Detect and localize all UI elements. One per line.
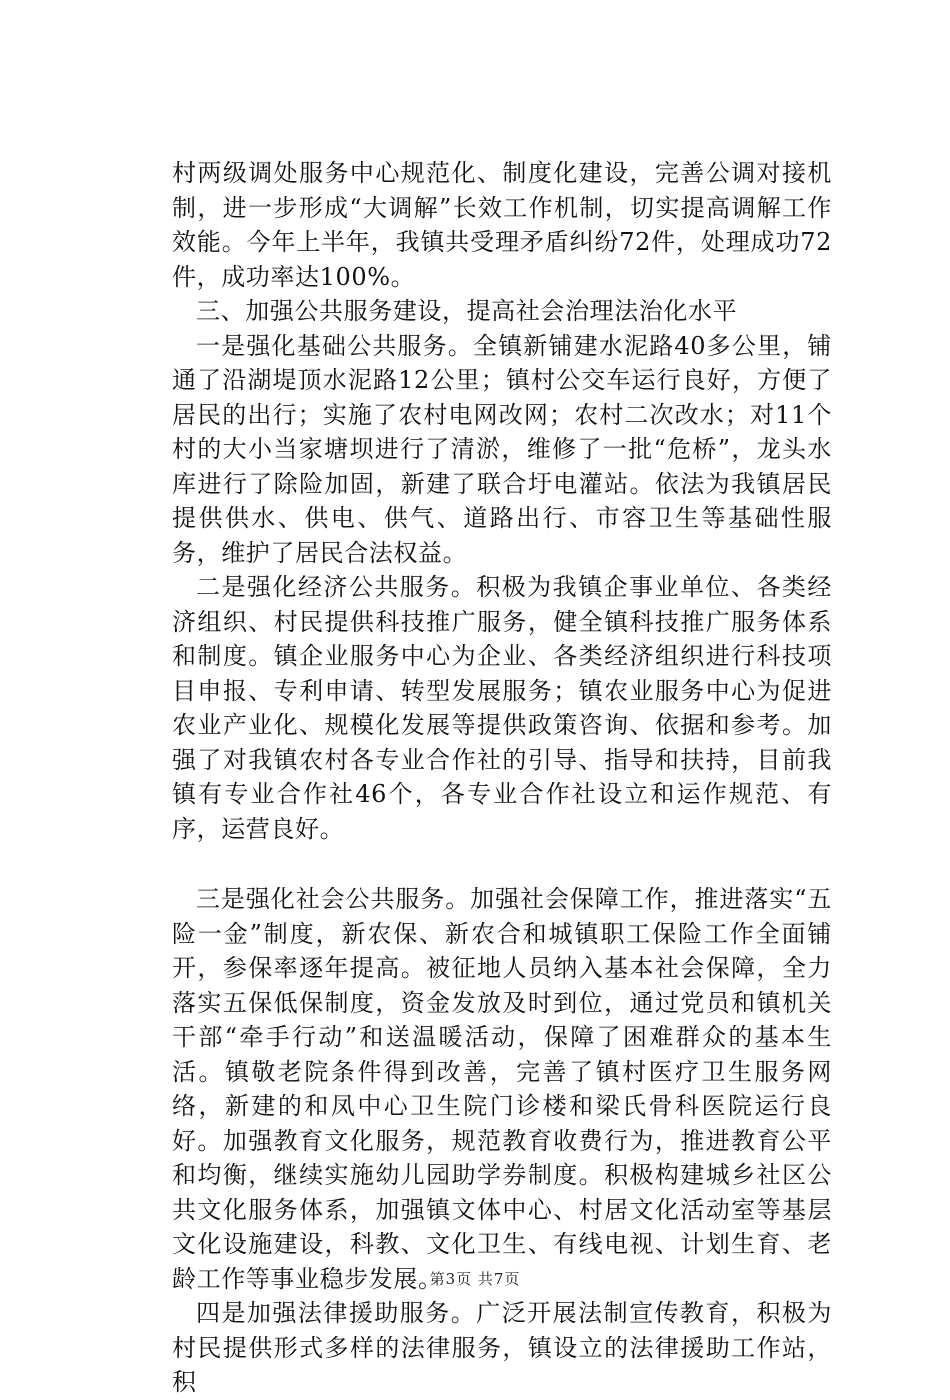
paragraph-legal-aid-services: 四是加强法律援助服务。广泛开展法制宣传教育，积极为村民提供形式多样的法律服务，镇设立的法律援助工作站，积 [172, 1299, 832, 1396]
paragraph-basic-public-services: 一是强化基础公共服务。全镇新铺建水泥路40多公里，铺通了沿湖堤顶水泥路12公里；镇村公交车运行良好，方便了居民的出行；实施了农村电网改网；农村二次改水；对11个村的大小当家塘坝进行了清淤，维修了一批“危桥”，龙头水库进行了除险加固，新建了联合圩电灌站。依法为我镇居民提供供水、供电、供气、道路出行、市容卫生等基础性服务，维护了居民合法权益。 [172, 331, 832, 567]
paragraph-social-public-services: 三是强化社会公共服务。加强社会保障工作，推进落实“五险一金”制度，新农保、新农合和城镇职工保险工作全面铺开，参保率逐年提高。被征地人员纳入基本社会保障，全力落实五保低保制度，资金发放及时到位，通过党员和镇机关干部“牵手行动”和送温暖活动，保障了困难群众的基本生活。镇敬老院条件得到改善，完善了镇村医疗卫生服务网络，新建的和凤中心卫生院门诊楼和梁氏骨科医院运行良好。加强教育文化服务，规范教育收费行为，推进教育公平和均衡，继续实施幼儿园助学券制度。积极构建城乡社区公共文化服务体系，加强镇文体中心、村居文化活动室等基层文化设施建设，科教、文化卫生、有线电视、计划生育、老龄工作等事业稳步发展。 [172, 885, 832, 1293]
paragraph-mediation-continuation: 村两级调处服务中心规范化、制度化建设，完善公调对接机制，进一步形成“大调解”长效工作机制，切实提高调解工作效能。今年上半年，我镇共受理矛盾纠纷72件，处理成功72件，成功率达100%。 [172, 159, 832, 291]
section-heading-public-services: 三、加强公共服务建设，提高社会治理法治化水平 [196, 297, 738, 325]
document-body [172, 156, 832, 1400]
page-number-footer: 第3页 共7页 [429, 1270, 521, 1288]
paragraph-spacer [172, 846, 832, 882]
paragraph-economic-public-services: 二是强化经济公共服务。积极为我镇企事业单位、各类经济组织、村民提供科技推广服务，健全镇科技推广服务体系和制度。镇企业服务中心为企业、各类经济组织进行科技项目申报、专利申请、转型发展服务；镇农业服务中心为促进农业产业化、规模化发展等提供政策咨询、依据和参考。加强了对我镇农村各专业合作社的引导、指导和扶持，目前我镇有专业合作社46个，各专业合作社设立和运作规范、有序，运营良好。 [172, 573, 832, 843]
